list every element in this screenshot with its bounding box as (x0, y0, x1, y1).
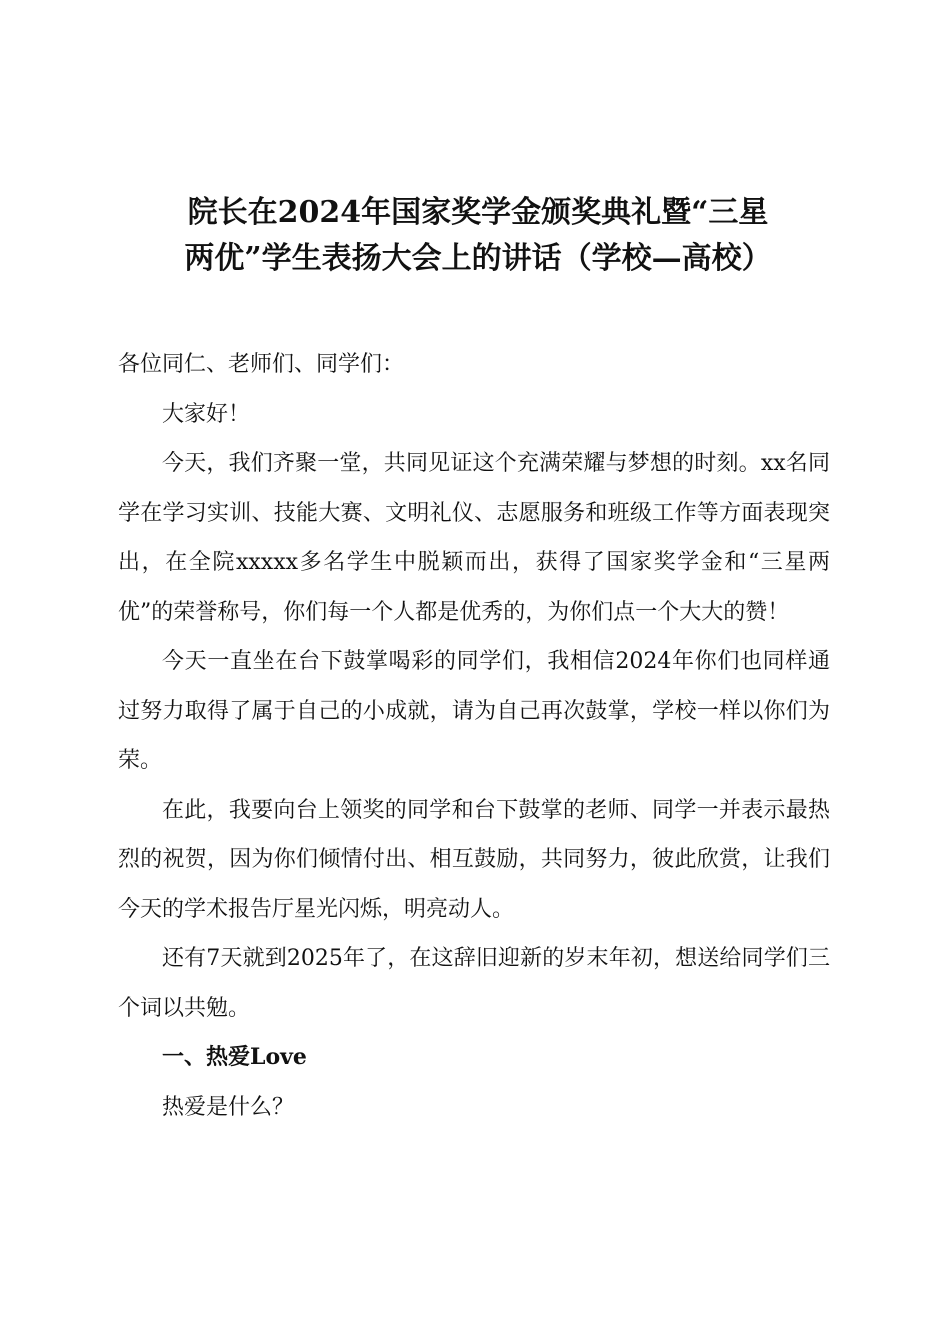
paragraph: 在此，我要向台上领奖的同学和台下鼓掌的老师、同学一并表示最热烈的祝贺，因为你们倾情付出、相互鼓励，共同努力，彼此欣赏，让我们今天的学术报告厅星光闪烁，明亮动人。 (118, 797, 830, 922)
document-body (118, 340, 830, 1132)
title-line-1: 院长在2024年国家奖学金颁奖典礼暨“三星 (187, 195, 769, 230)
paragraph: 今天一直坐在台下鼓掌喝彩的同学们，我相信2024年你们也同样通过努力取得了属于自己的小成就，请为自己再次鼓掌，学校一样以你们为荣。 (118, 649, 830, 773)
title-line-2: 两优”学生表扬大会上的讲话（学校—高校） (184, 241, 772, 276)
salutation: 各位同仁、老师们、同学们： (118, 352, 405, 377)
paragraph-greeting: 大家好！ (162, 401, 251, 427)
paragraph: 今天，我们齐聚一堂，共同见证这个充满荣耀与梦想的时刻。xx名同学在学习实训、技能大赛、文明礼仪、志愿服务和班级工作等方面表现突出，在全院xxxxx多名学生中脱颖而出，获得了国家奖学金和“三星两优”的荣誉称号，你们每一个人都是优秀的，为你们点一个大大的赞！ (118, 451, 830, 625)
section-heading: 一、热爱Love (162, 1044, 307, 1070)
paragraph: 还有7天就到2025年了，在这辞旧迎新的岁末年初，想送给同学们三个词以共勉。 (118, 946, 830, 1021)
paragraph: 热爱是什么？ (162, 1094, 295, 1120)
document-title (118, 190, 838, 282)
